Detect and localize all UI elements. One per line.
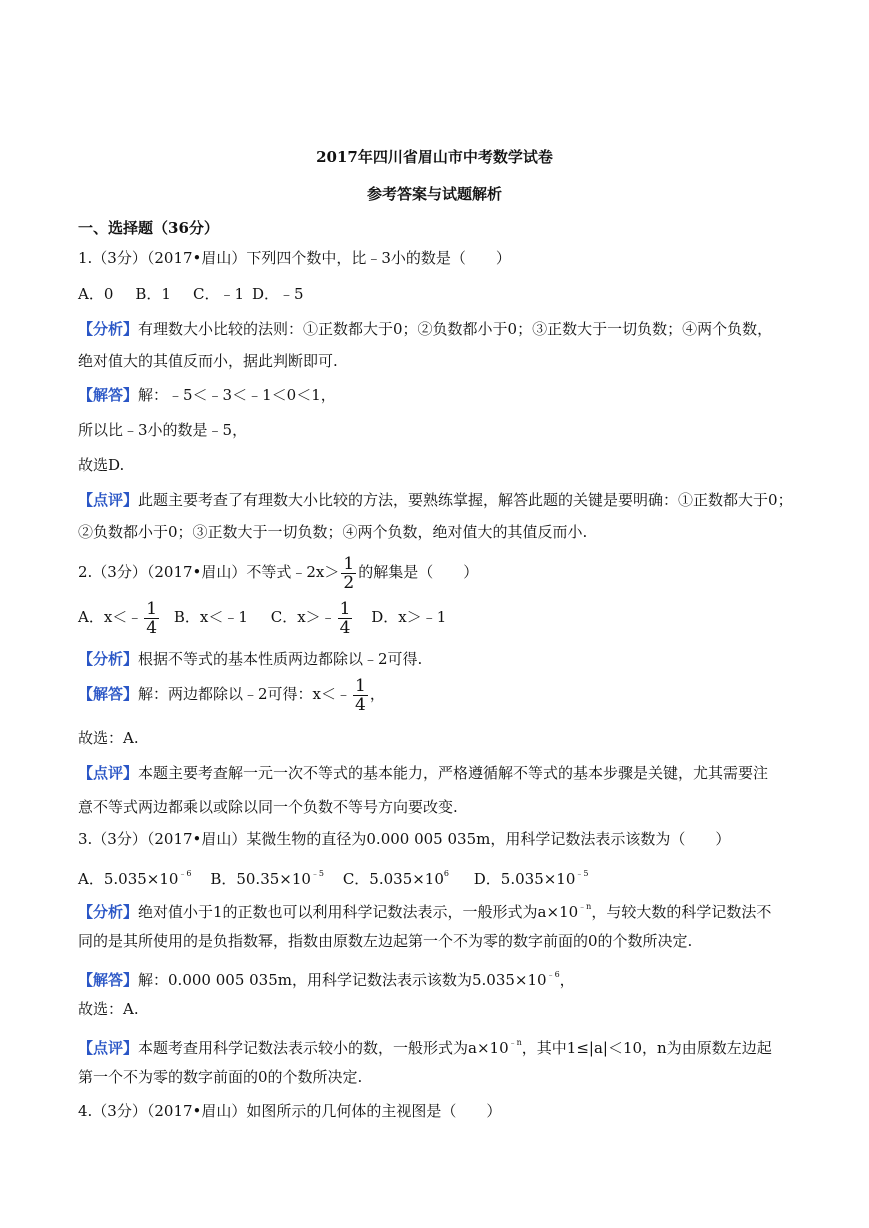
q3-stem: 3.（3分）（2017•眉山）某微生物的直径为0.000 005 035m，用科学记数法表示该数为（ ）: [78, 830, 731, 848]
q3-option-a: A．$5.035\times 10^{﹣6}$: [78, 869, 192, 888]
q2-option-d: D．x＞﹣1: [371, 608, 447, 626]
q2-comment: 【点评】本题主要考查解一元一次不等式的基本能力，严格遵循解不等式的基本步骤是关键，尤其需要注: [78, 764, 769, 782]
section-heading: 一、选择题（36分）: [78, 219, 219, 237]
q1-solution-line2: 所以比﹣3小的数是﹣5，: [78, 421, 248, 439]
q1-solution: 【解答】解：﹣5＜﹣3＜﹣1＜0＜1，: [78, 386, 336, 404]
comment-tag: 【点评】: [78, 491, 139, 509]
q3-option-b: B．$50.35\times 10^{﹣5}$: [210, 869, 325, 888]
q1-analysis: 【分析】有理数大小比较的法则：①正数都大于0；②负数都小于0；③正数大于一切负数；④两个负数，: [78, 320, 773, 338]
q3-option-d: D．$5.035\times 10^{﹣5}$: [473, 869, 589, 888]
q1-option-b: B．1: [135, 285, 171, 303]
q2-option-b: B．x＜﹣1: [173, 608, 248, 626]
q2-option-a: A．x＜﹣ $\frac{1}{4}$: [78, 598, 158, 638]
q1-comment: 【点评】此题主要考查了有理数大小比较的方法，要熟练掌握，解答此题的关键是要明确：①正数都大于0；: [78, 491, 793, 509]
q3-option-c: C．$5.035\times 10^6$: [342, 869, 449, 888]
page-subtitle: 参考答案与试题解析: [366, 185, 502, 203]
q2-stem-fraction: $\frac{1}{2}$: [343, 553, 355, 593]
page-title: 2017年四川省眉山市中考数学试卷: [316, 148, 553, 166]
q2-comment-cont: 意不等式两边都乘以或除以同一个负数不等号方向要改变.: [78, 798, 458, 816]
q2-option-c: C．x＞﹣ $\frac{1}{4}$: [270, 598, 351, 638]
q2-options: [78, 597, 446, 637]
q3-options: [78, 864, 588, 889]
q4-stem: 4.（3分）（2017•眉山）如图所示的几何体的主视图是（ ）: [78, 1102, 502, 1120]
q1-option-d: D．﹣5: [252, 285, 304, 303]
q3-analysis-cont: 同的是其所使用的是负指数幂，指数由原数左边起第一个不为零的数字前面的0的个数所决定.: [78, 932, 693, 950]
analysis-tag: 【分析】: [78, 320, 139, 338]
q2-analysis: 【分析】根据不等式的基本性质两边都除以﹣2可得.: [78, 650, 423, 668]
q1-solution-line3: 故选D.: [78, 456, 125, 474]
q3-comment-cont: 第一个不为零的数字前面的0的个数所决定.: [78, 1068, 363, 1086]
q2-solution-line2: 故选：A.: [78, 729, 139, 747]
q1-comment-cont: ②负数都小于0；③正数大于一切负数；④两个负数，绝对值大的其值反而小.: [78, 523, 588, 541]
q3-analysis: 【分析】绝对值小于1的正数也可以利用科学记数法表示，一般形式为$a\times 10^{﹣n}$，与较大数的科学记数法不: [78, 902, 772, 921]
q1-option-a: A．0: [78, 285, 114, 303]
solution-tag: 【解答】: [78, 386, 139, 404]
q1-option-c: C．﹣1: [192, 285, 244, 303]
q1-stem: 1.（3分）（2017•眉山）下列四个数中，比﹣3小的数是（ ）: [78, 249, 511, 267]
q3-comment: 【点评】本题考查用科学记数法表示较小的数，一般形式为$a\times 10^{﹣n}$，其中1≤|a|＜10，n为由原数左边起: [78, 1038, 772, 1057]
q2-solution: 【解答】解：两边都除以﹣2可得：x＜﹣ $\frac{1}{4}$ ，: [78, 675, 385, 715]
q3-solution: 【解答】解：0.000 005 035m，用科学记数法表示该数为$5.035\times 10^{﹣6}$，: [78, 970, 575, 989]
q3-solution-line2: 故选：A.: [78, 1000, 139, 1018]
q2-stem: 2.（3分）（2017•眉山）不等式﹣2x＞ $\frac{1}{2}$ 的解集是（ ）: [78, 553, 479, 593]
q1-options: [78, 284, 326, 304]
q1-analysis-cont: 绝对值大的其值反而小，据此判断即可.: [78, 352, 338, 370]
